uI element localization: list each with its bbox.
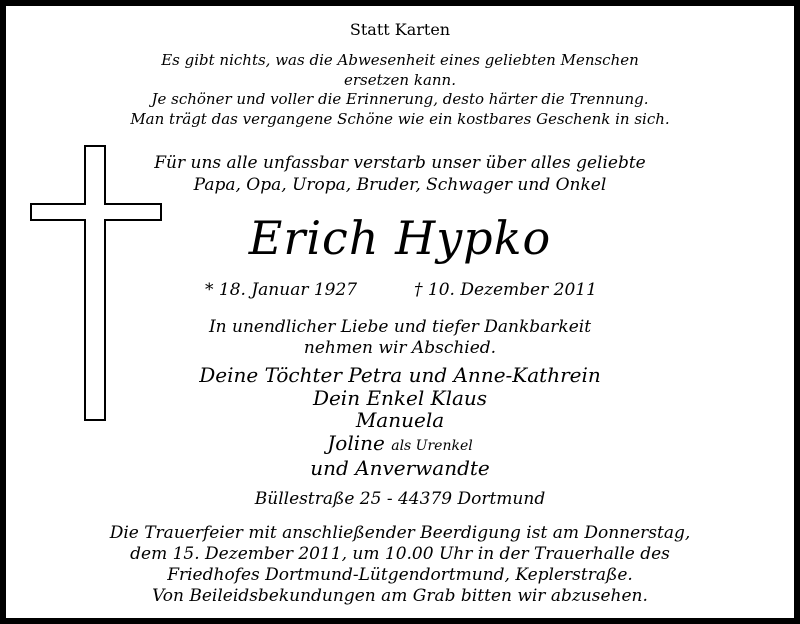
mourner-line: und Anverwandte bbox=[310, 456, 490, 480]
birth-date: * 18. Januar 1927 bbox=[205, 280, 358, 300]
mourner-relation-note: als Urenkel bbox=[391, 437, 473, 454]
intro-line: Papa, Opa, Uropa, Bruder, Schwager und Onkel bbox=[193, 175, 607, 195]
notice-line: Friedhofes Dortmund-Lütgendortmund, Keplerstraße. bbox=[167, 565, 633, 585]
mourner-line bbox=[6, 432, 794, 458]
mourners-list bbox=[6, 364, 794, 480]
death-date: † 10. Dezember 2011 bbox=[414, 280, 597, 300]
funeral-notice bbox=[6, 523, 794, 607]
farewell-text bbox=[6, 317, 794, 359]
life-dates bbox=[6, 280, 794, 302]
farewell-line: nehmen wir Abschied. bbox=[303, 338, 497, 358]
notice-line: Die Trauerfeier mit anschließender Beerdigung ist am Donnerstag, bbox=[109, 523, 691, 543]
quote-line: ersetzen kann. bbox=[344, 70, 456, 89]
mourner-line: Dein Enkel Klaus bbox=[312, 385, 488, 410]
mourner-line: Manuela bbox=[355, 408, 445, 432]
address: Büllestraße 25 - 44379 Dortmund bbox=[254, 489, 546, 509]
quote-line: Es gibt nichts, was die Abwesenheit eines geliebten Menschen bbox=[161, 51, 639, 69]
quote-line: Man trägt das vergangene Schöne wie ein kostbares Geschenk in sich. bbox=[130, 109, 670, 128]
intro-line: Für uns alle unfassbar verstarb unser über alles geliebte bbox=[154, 153, 646, 173]
mourner-name: Joline bbox=[327, 430, 385, 455]
header-text: Statt Karten bbox=[349, 20, 451, 39]
farewell-line: In unendlicher Liebe und tiefer Dankbarkeit bbox=[208, 317, 592, 337]
quote-line: Je schöner und voller die Erinnerung, desto härter die Trennung. bbox=[151, 90, 649, 108]
notice-line: dem 15. Dezember 2011, um 10.00 Uhr in der Trauerhalle des bbox=[130, 544, 670, 564]
memorial-quote bbox=[6, 51, 794, 129]
intro-text bbox=[6, 152, 794, 196]
notice-line: Von Beileidsbekundungen am Grab bitten wir abzusehen. bbox=[152, 586, 648, 606]
deceased-name: Erich Hypko bbox=[248, 211, 552, 265]
mourner-line: Deine Töchter Petra und Anne-Kathrein bbox=[199, 363, 601, 387]
